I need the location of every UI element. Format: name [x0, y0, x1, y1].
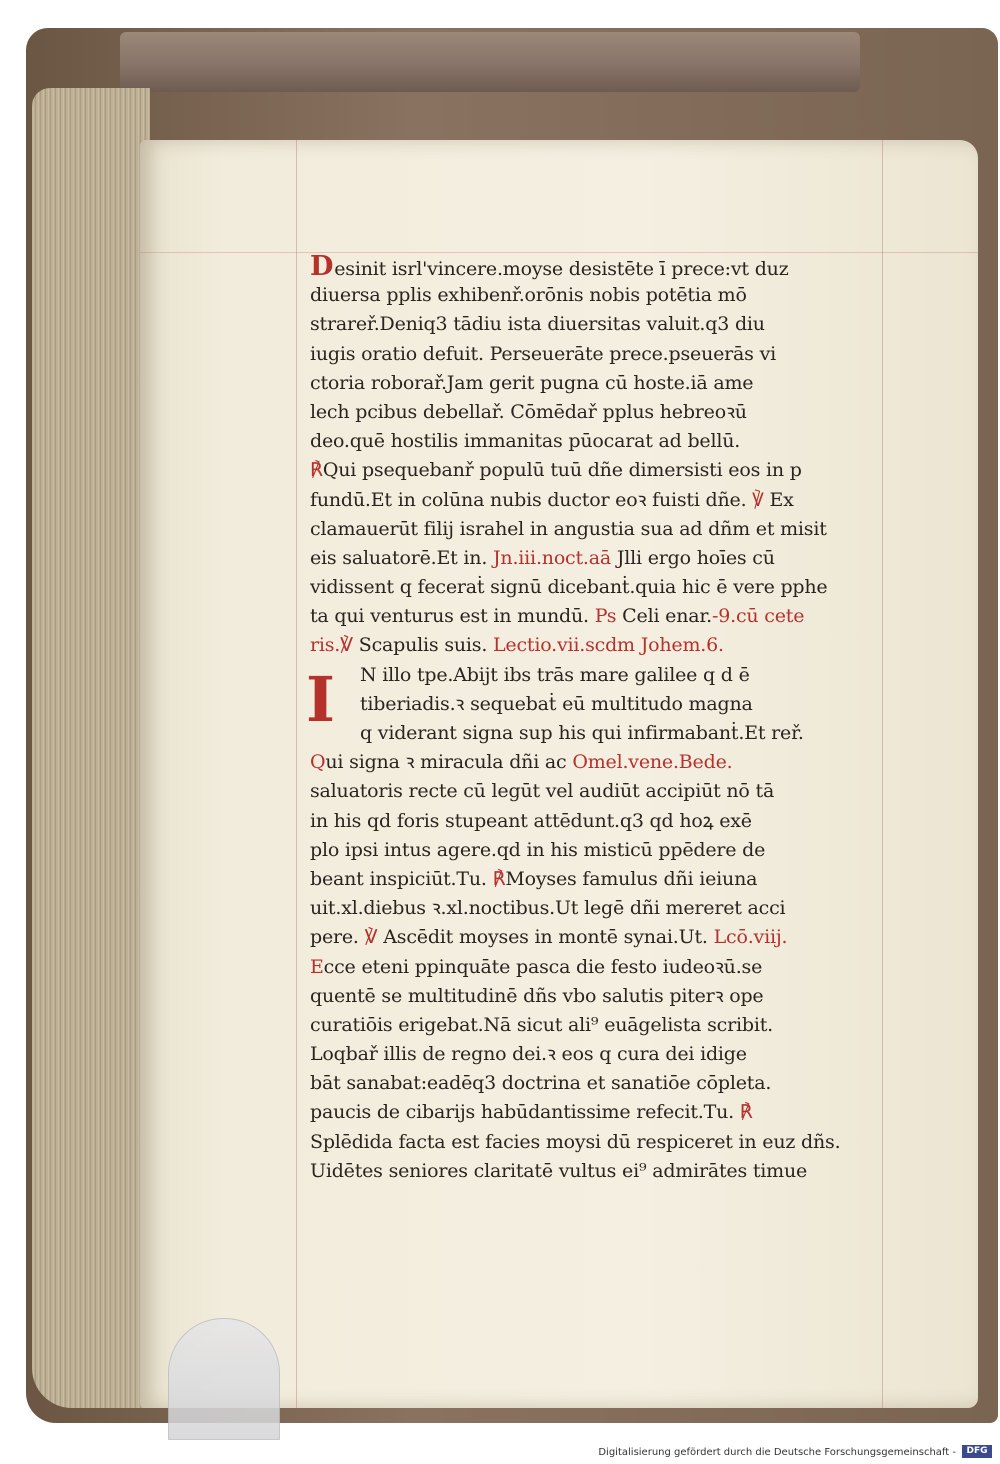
rubric-text: Jn.iii.noct.aā	[493, 546, 612, 569]
text-line	[310, 602, 885, 631]
rubric-text: Lcō.viij.	[713, 926, 788, 949]
body-text: q viderant signa sup his qui infirmabanṫ.Et reř.	[360, 722, 804, 744]
text-line	[310, 456, 885, 485]
dfg-logo: DFG	[962, 1445, 992, 1458]
text-lines	[310, 252, 885, 1186]
body-text: diuersa pplis exhibenř.orōnis nobis potētia mō	[310, 284, 747, 307]
body-text: ta qui venturus est in mundū.	[310, 605, 595, 628]
rubric-text: ℣	[364, 926, 378, 949]
footer-bar	[0, 1440, 1000, 1464]
rubric-text: Ps	[594, 605, 617, 628]
text-line	[310, 398, 885, 427]
body-text: eis saluatorē.Et in.	[310, 546, 494, 569]
body-text: vidissent q feceraṫ signū dicebanṫ.quia hic ē vere pphe	[310, 576, 828, 599]
body-text: iugis oratio defuit. Perseuerāte prece.pseuerās vi	[310, 342, 776, 365]
text-line	[310, 719, 885, 748]
body-text: quentē se multitudinē dñs vbo salutis piterꝛ ope	[310, 984, 764, 1007]
rubric-text: ℟	[739, 1101, 753, 1124]
text-line	[310, 631, 885, 660]
body-text: clamauerūt filij israhel in angustia sua ad dñm et misit	[310, 517, 827, 540]
text-line	[310, 982, 885, 1011]
ruling-line-left	[296, 140, 297, 1408]
rubric-text: ℟	[310, 459, 323, 482]
text-line	[310, 544, 885, 573]
text-block	[306, 252, 885, 1186]
rubric-text: D	[310, 252, 334, 282]
rubric-text: -9.cū cete	[712, 605, 805, 628]
body-text: ui signa ꝛ miracula dñi ac	[325, 751, 573, 774]
body-text: Splēdida facta est facies moysi dū respiceret in euz dñs.	[310, 1130, 841, 1153]
text-line	[310, 953, 885, 982]
body-text: beant inspiciūt.Tu.	[310, 867, 493, 890]
body-text: saluatoris recte cū legūt vel audiūt accipiūt nō tā	[310, 780, 775, 803]
body-text: esinit isrl'vincere.moyse desistēte ī prece:vt duz	[334, 258, 789, 280]
text-line	[310, 252, 885, 281]
body-text: deo.quē hostilis immanitas pūocarat ad bellū.	[310, 430, 741, 453]
body-text: lech pcibus debellař. Cōmēdař pplus hebreoꝛū	[310, 400, 747, 423]
body-text: in his qd foris stupeant attēdunt.q3 qd hoꝝ exē	[310, 809, 752, 832]
decorated-initial: I	[306, 663, 336, 736]
body-text: Uidētes seniores claritatē vultus ei⁹ admirātes timue	[310, 1159, 808, 1182]
text-line	[310, 573, 885, 602]
text-line	[310, 923, 885, 952]
text-line	[310, 1011, 885, 1040]
text-line	[310, 340, 885, 369]
body-text: Scapulis suis.	[352, 634, 494, 657]
rubric-text: Omel.vene.Bede.	[572, 751, 733, 774]
text-line	[310, 1128, 885, 1157]
body-text: Ascēdit moyses in montē synai.Ut.	[377, 926, 714, 949]
body-text: Loqbař illis de regno dei.ꝛ eos q cura dei idige	[310, 1043, 747, 1066]
body-text: ctoria roborař.Jam gerit pugna cū hoste.iā ame	[310, 371, 754, 394]
body-text: uit.xl.diebus ꝛ.xl.noctibus.Ut legē dñi mereret acci	[310, 897, 786, 920]
rubric-text: Q	[310, 751, 326, 774]
text-line	[310, 281, 885, 310]
text-line	[310, 836, 885, 865]
body-text: N illo tpe.Abijt ibs trās mare galilee q d ē	[360, 663, 750, 686]
body-text: Jlli ergo hoīes cū	[611, 546, 775, 569]
text-line	[310, 748, 885, 777]
body-text: curatiōis erigebat.Nā sicut ali⁹ euāgelista scribit.	[310, 1013, 773, 1036]
body-text: plo ipsi intus agere.qd in his misticū ppēdere de	[310, 838, 766, 861]
body-text: tiberiadis.ꝛ sequebaṫ eū multitudo magna	[360, 692, 753, 715]
body-text: strareř.Deniq3 tādiu ista diuersitas valuit.q3 diu	[310, 313, 765, 336]
rubric-text: Lectio.vii.scdm Johem.6.	[493, 634, 724, 657]
text-line	[310, 369, 885, 398]
rubric-text: E	[310, 955, 324, 978]
body-text: Celi enar.	[616, 605, 713, 628]
text-line	[310, 427, 885, 456]
text-line	[310, 690, 885, 719]
rubric-text: ℟	[492, 867, 506, 890]
text-line	[310, 807, 885, 836]
rubric-text: ℣	[746, 488, 764, 511]
text-line	[310, 515, 885, 544]
body-text: fundū.Et in colūna nubis ductor eoꝛ fuisti dñe.	[310, 488, 747, 511]
body-text: Qui psequebanř populū tuū dñe dimersisti eos in p	[322, 459, 802, 482]
text-line	[310, 865, 885, 894]
page-block-edges	[32, 88, 150, 1408]
body-text: Ex	[763, 488, 794, 511]
rubric-text: ris.℣	[310, 634, 353, 657]
funding-credit: Digitalisierung gefördert durch die Deutsche Forschungsgemeinschaft -	[598, 1447, 956, 1458]
page-holder-clip	[168, 1318, 280, 1440]
text-line	[310, 1098, 885, 1127]
text-line	[310, 310, 885, 339]
book-top-edge	[120, 32, 860, 92]
body-text: Moyses famulus dñi ieiuna	[505, 867, 758, 890]
text-line	[310, 1157, 885, 1186]
text-line	[310, 894, 885, 923]
body-text: bāt sanabat:eadēq3 doctrina et sanatiōe cōpleta.	[310, 1072, 772, 1095]
text-line	[310, 661, 885, 690]
text-line	[310, 1069, 885, 1098]
body-text: cce eteni ppinquāte pasca die festo iudeoꝛū.se	[323, 955, 763, 978]
text-line	[310, 777, 885, 806]
text-line	[310, 486, 885, 515]
body-text: paucis de cibarijs habūdantissime refecit.Tu.	[310, 1101, 740, 1124]
text-line	[310, 1040, 885, 1069]
body-text: pere.	[310, 926, 365, 949]
